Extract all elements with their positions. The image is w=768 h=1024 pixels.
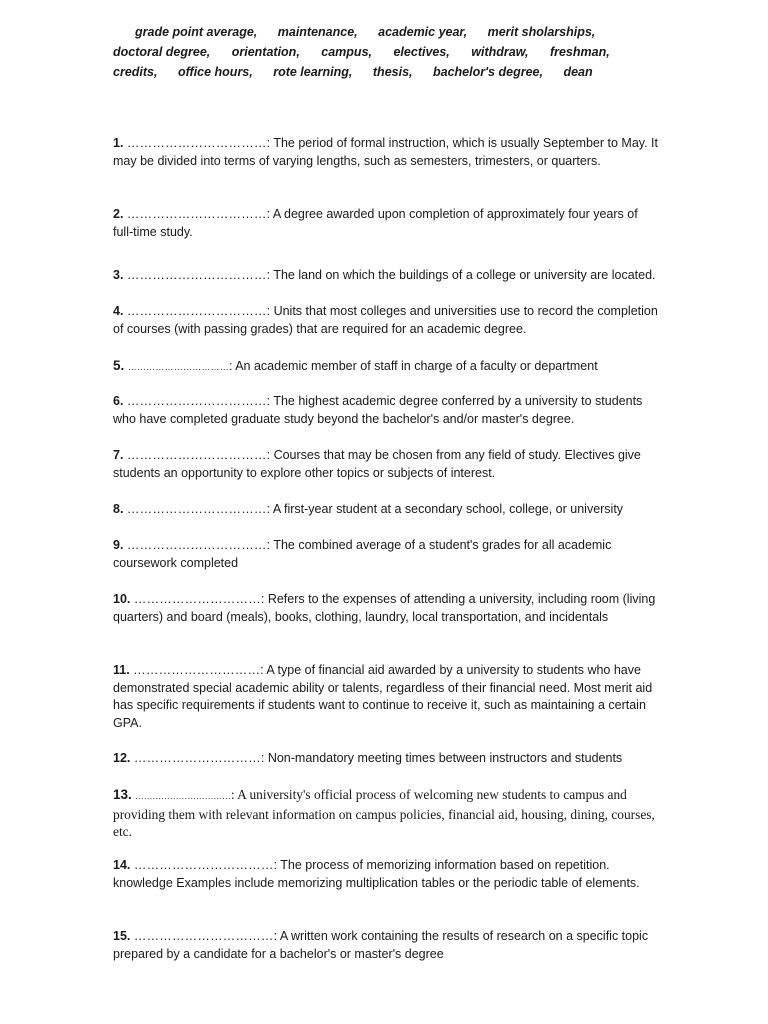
definition-text: : A first-year student at a secondary school, college, or university — [266, 502, 624, 516]
definition-item — [113, 447, 658, 482]
definition-item — [113, 662, 658, 732]
definition-item — [113, 501, 658, 519]
answer-blank[interactable]: …………………………… — [126, 304, 267, 318]
item-number: 14. — [113, 858, 131, 872]
answer-blank[interactable]: …………………………… — [126, 538, 267, 552]
item-number: 12. — [113, 751, 131, 765]
item-number: 13. — [113, 787, 132, 802]
word-bank-line-1 — [113, 22, 673, 42]
item-number: 1. — [113, 136, 124, 150]
word-bank-term: dean — [563, 65, 593, 79]
word-bank-term: academic year, — [378, 25, 468, 39]
item-number: 2. — [113, 207, 124, 221]
definition-text: : The period of formal instruction, which is usually September to May. It may be divided into terms of varying lengths, such as semesters, trimesters, or quarters. — [113, 136, 659, 168]
word-bank-term: merit sholarships, — [487, 25, 596, 39]
definition-item — [113, 303, 658, 338]
word-bank-line-2 — [113, 42, 673, 62]
word-bank-term: rote learning, — [273, 65, 353, 79]
definition-text: : Units that most colleges and universities use to record the completion of courses (with passing grades) that are required for an academic degree. — [113, 304, 658, 336]
answer-blank[interactable]: …………………………… — [126, 207, 267, 221]
definition-item — [113, 393, 658, 428]
definition-text: : Courses that may be chosen from any field of study. Electives give students an opportunity to explore other topics or subjects of interest. — [113, 448, 641, 480]
definition-text: : The land on which the buildings of a college or university are located. — [266, 268, 656, 282]
answer-blank[interactable]: …………………………… — [127, 362, 229, 372]
item-number: 8. — [113, 502, 124, 516]
definition-item — [113, 357, 658, 377]
answer-blank[interactable]: ………………………… — [133, 663, 261, 677]
definition-item — [113, 267, 658, 285]
definition-item — [113, 591, 658, 626]
answer-blank[interactable]: …………………………… — [133, 929, 274, 943]
item-number: 4. — [113, 304, 124, 318]
item-number: 9. — [113, 538, 124, 552]
definition-text: : The combined average of a student's grades for all academic coursework completed — [113, 538, 612, 570]
answer-blank[interactable]: …………………………… — [126, 136, 267, 150]
answer-blank[interactable]: …………………………… — [133, 858, 274, 872]
answer-blank[interactable]: …………………………… — [126, 394, 267, 408]
definition-text: : The highest academic degree conferred by a university to students who have completed graduate study beyond the bachelor's and/or master's degree. — [113, 394, 643, 426]
item-number: 7. — [113, 448, 124, 462]
item-number: 10. — [113, 592, 131, 606]
item-number: 6. — [113, 394, 124, 408]
word-bank-term: credits, — [113, 65, 158, 79]
answer-blank[interactable]: …………………………… — [126, 448, 267, 462]
definition-text: : Refers to the expenses of attending a university, including room (living quarters) and board (meals), books, clothing, laundry, local transportation, and incidentals — [113, 592, 656, 624]
definition-text: : Non-mandatory meeting times between instructors and students — [260, 751, 623, 765]
definition-item — [113, 206, 658, 241]
definition-item — [113, 135, 658, 170]
word-bank-term: office hours, — [177, 65, 253, 79]
definition-item — [113, 857, 658, 892]
word-bank-line-3 — [113, 62, 673, 82]
answer-blank[interactable]: ………………………… — [133, 751, 261, 765]
word-bank-term: thesis, — [372, 65, 413, 79]
word-bank-term: orientation, — [231, 45, 300, 59]
definition-text: : The process of memorizing information based on repetition. knowledge Examples include memorizing multiplication tables or the periodic table of elements. — [113, 858, 640, 890]
definition-item — [113, 786, 658, 841]
word-bank-term: electives, — [393, 45, 450, 59]
item-number: 5. — [113, 358, 125, 373]
word-bank-term: withdraw, — [471, 45, 529, 59]
word-bank-term: doctoral degree, — [113, 45, 211, 59]
definition-text: : A university's official process of welcoming new students to campus and providing them with relevant information on campus policies, financial aid, housing, dining, courses, etc. — [113, 787, 655, 839]
definition-item — [113, 537, 658, 572]
answer-blank[interactable]: …………………………… — [135, 791, 231, 801]
answer-blank[interactable]: ………………………… — [133, 592, 261, 606]
definition-text: : A degree awarded upon completion of approximately four years of full-time study. — [113, 207, 638, 239]
definition-text: : A written work containing the results of research on a specific topic prepared by a candidate for a bachelor's or master's degree — [113, 929, 649, 961]
definition-item — [113, 750, 658, 768]
word-bank-term: grade point average, — [135, 25, 258, 39]
definition-text: : A type of financial aid awarded by a university to students who have demonstrated special academic ability or talents, regardless of their financial need. Most merit aid has specific requirements if students want to continue to receive it, such as maintaining a certain GPA. — [113, 663, 653, 730]
word-bank-term: campus, — [321, 45, 372, 59]
answer-blank[interactable]: …………………………… — [126, 502, 267, 516]
answer-blank[interactable]: …………………………… — [126, 268, 267, 282]
item-number: 3. — [113, 268, 124, 282]
definition-text: : An academic member of staff in charge of a faculty or department — [228, 359, 598, 373]
definition-item — [113, 928, 658, 963]
word-bank-term: freshman, — [549, 45, 610, 59]
word-bank-term: maintenance, — [277, 25, 358, 39]
word-bank — [113, 22, 673, 82]
item-number: 15. — [113, 929, 131, 943]
item-number: 11. — [113, 663, 130, 677]
word-bank-term: bachelor's degree, — [432, 65, 543, 79]
